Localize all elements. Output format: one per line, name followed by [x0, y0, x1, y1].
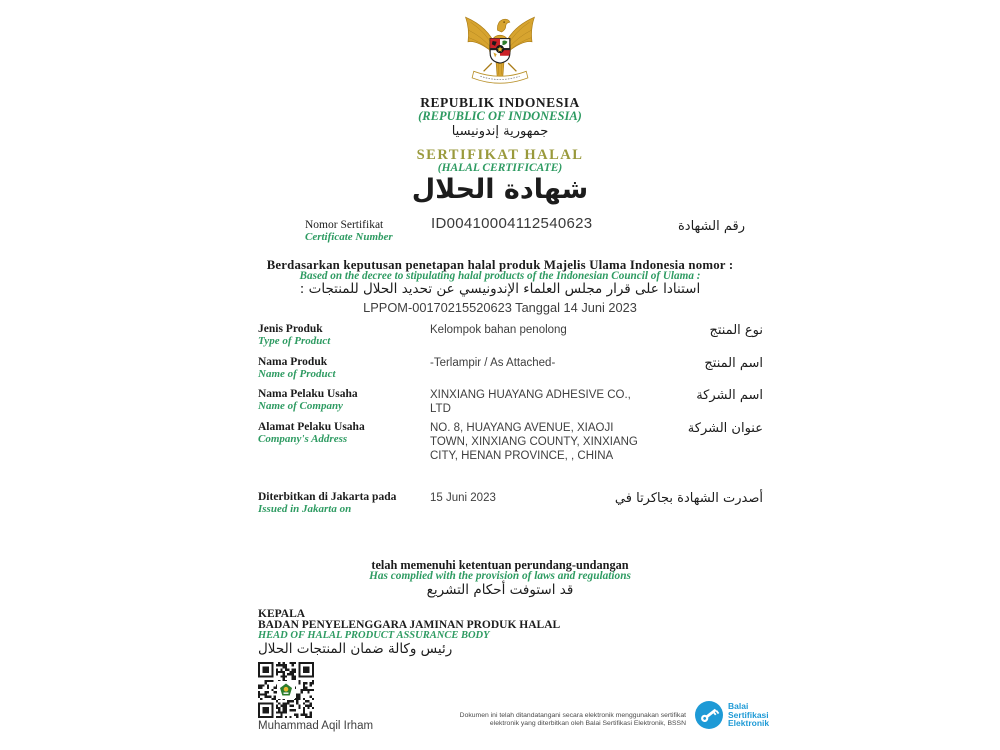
compliance-line-en: Has complied with the provision of laws and regulations	[369, 570, 631, 582]
decree-line-id: Berdasarkan keputusan penetapan halal produk Majelis Ulama Indonesia nomor :	[266, 258, 734, 272]
certificate-title-id: SERTIFIKAT HALAL	[416, 147, 584, 163]
field-label-ar: اسم المنتج	[704, 356, 763, 371]
republic-title-en: (REPUBLIC OF INDONESIA)	[418, 109, 582, 123]
certificate-number-label	[305, 219, 393, 243]
bse-logo	[694, 700, 769, 730]
signatory-title-line1: KEPALA	[258, 608, 306, 620]
decree-line-ar: استنادا على قرار مجلس العلماء الإندونيسي عن تحديد الحلال للمنتجات :	[299, 281, 701, 297]
field-label-ar: اسم الشركة	[696, 388, 763, 403]
field-label-ar: عنوان الشركة	[687, 421, 763, 436]
signatory-name: Muhammad Aqil Irham	[258, 720, 374, 732]
issued-label-ar: أصدرت الشهادة بجاكرتا في	[614, 491, 763, 506]
key-seal-icon	[694, 700, 724, 730]
field-label-en: Name of Company	[258, 400, 343, 412]
certificate-number-label-ar: رقم الشهادة	[678, 219, 745, 234]
qr-code-signature	[258, 662, 314, 718]
certificate-title-ar: شهادة الحلال	[411, 174, 589, 205]
compliance-line-id: telah memenuhi ketentuan perundang-undangan	[371, 558, 629, 572]
kemenag-logo-icon	[277, 681, 295, 699]
field-label-id: Nama Produk	[258, 356, 328, 368]
issued-date-value: 15 Juni 2023	[430, 492, 496, 504]
certificate-title-en: (HALAL CERTIFICATE)	[437, 162, 563, 174]
field-value: Kelompok bahan penolong	[430, 324, 567, 336]
decree-number-line: LPPOM-00170215520623 Tanggal 14 Juni 2023	[363, 300, 637, 315]
field-value: -Terlampir / As Attached-	[430, 357, 556, 369]
field-label	[258, 356, 428, 380]
field-label-ar: نوع المنتج	[709, 323, 763, 338]
esign-disclaimer	[440, 712, 686, 728]
republic-title-id: REPUBLIK INDONESIA	[420, 95, 580, 110]
field-label	[258, 323, 428, 347]
compliance-line-ar: قد استوفت أحكام التشريع	[426, 582, 574, 598]
certificate-number-label-en: Certificate Number	[305, 231, 393, 243]
field-label	[258, 388, 428, 412]
field-label-id: Jenis Produk	[258, 323, 323, 335]
signatory-title-line2: BADAN PENYELENGGARA JAMINAN PRODUK HALAL	[258, 618, 561, 631]
signatory-title-ar: رئيس وكالة ضمان المنتجات الحلال	[258, 641, 453, 657]
signatory-title-block	[258, 609, 560, 642]
esign-disclaimer-line2: elektronik yang diterbitkan oleh Balai Sertifikasi Elektronik, BSSN	[489, 720, 686, 727]
bse-logo-line2: Sertifikasi	[728, 709, 769, 720]
field-label-en: Company's Address	[258, 433, 348, 445]
esign-disclaimer-line1: Dokumen ini telah ditandatangani secara elektronik menggunakan sertifikat	[459, 712, 686, 719]
field-label-en: Type of Product	[258, 335, 331, 347]
field-value: XINXIANG HUAYANG ADHESIVE CO., LTD	[430, 389, 631, 415]
garuda-pancasila-emblem-icon	[459, 8, 541, 92]
signatory-title-en: HEAD OF HALAL PRODUCT ASSURANCE BODY	[258, 630, 490, 641]
field-label-id: Nama Pelaku Usaha	[258, 388, 358, 400]
field-label-en: Name of Product	[258, 368, 336, 380]
republic-title-ar: جمهورية إندونيسيا	[451, 124, 549, 139]
bse-logo-line3: Elektronik	[728, 718, 770, 729]
field-label-id: Alamat Pelaku Usaha	[258, 421, 365, 433]
bse-logo-text	[728, 702, 769, 728]
certificate-number-value: ID00410004112540623	[431, 215, 593, 232]
bse-logo-line1: Balai	[728, 701, 749, 712]
issued-label-id: Diterbitkan di Jakarta pada	[258, 491, 397, 503]
field-value: NO. 8, HUAYANG AVENUE, XIAOJI TOWN, XINXIANG COUNTY, XINXIANG CITY, HENAN PROVINCE, , CHINA	[430, 422, 638, 462]
field-label	[258, 491, 428, 515]
field-label	[258, 421, 428, 445]
decree-line-en: Based on the decree to stipulating halal products of the Indonesian Council of Ulama :	[299, 270, 701, 282]
issued-label-en: Issued in Jakarta on	[258, 503, 352, 515]
certificate-number-label-id: Nomor Sertifikat	[305, 219, 384, 231]
